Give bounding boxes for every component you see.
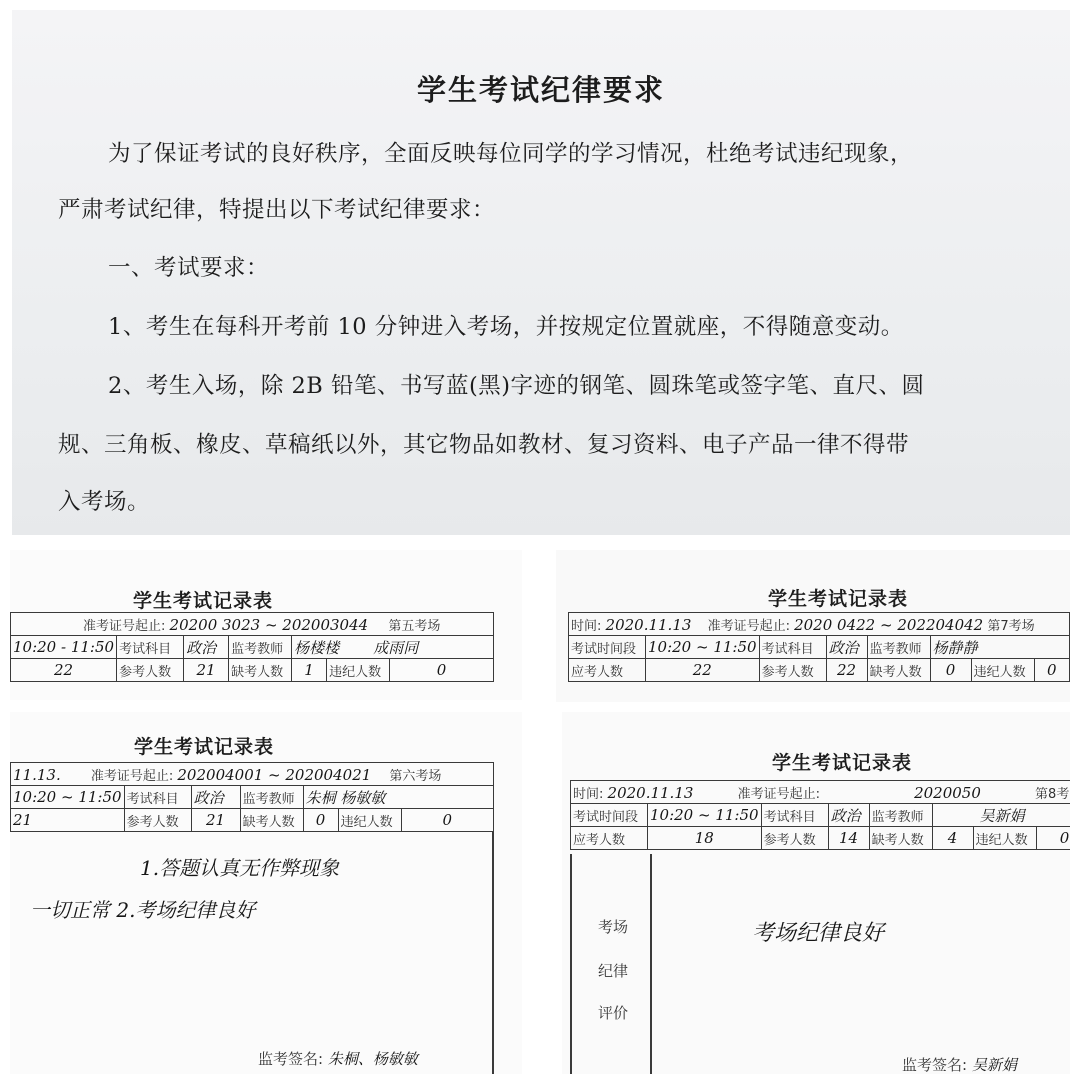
violations-label: 违纪人数 xyxy=(329,664,382,680)
signature-label: 监考签名: xyxy=(258,1050,324,1068)
subject-label: 考试科目 xyxy=(761,641,814,657)
signature-label: 监考签名: xyxy=(902,1056,968,1074)
violations-label: 违纪人数 xyxy=(975,832,1028,848)
absent-label: 缺考人数 xyxy=(231,664,284,680)
subject-value: 政治 xyxy=(193,788,224,807)
subject-value: 政治 xyxy=(186,638,217,657)
proctor-value: 杨楼楼 xyxy=(294,638,340,657)
document-title: 学生考试纪律要求 xyxy=(416,73,665,107)
evaluation-note: 考场纪律良好 xyxy=(752,921,885,946)
violations-value: 0 xyxy=(1059,829,1070,847)
expected-value: 18 xyxy=(694,829,714,847)
proctor-label: 监考教师 xyxy=(869,641,922,657)
room-label: 第六考场 xyxy=(389,768,442,784)
attended-label: 参考人数 xyxy=(126,814,179,830)
violations-value: 0 xyxy=(436,661,447,679)
admission-value: 20200 3023 ~ 202003044 xyxy=(169,615,369,634)
date-value: 2020.11.13 xyxy=(607,783,694,802)
intro-line-2: 严肃考试纪律，特提出以下考试纪律要求： xyxy=(58,197,496,223)
admission-label: 准考证号起止: xyxy=(83,618,166,634)
admission-value: 2020 0422 ~ 202204042 xyxy=(794,615,984,634)
absent-value: 0 xyxy=(315,811,326,829)
record-table xyxy=(10,612,494,682)
proctor-value: 吴新娟 xyxy=(979,806,1025,825)
attended-value: 21 xyxy=(196,661,216,679)
proctor-signature xyxy=(258,1048,418,1069)
record-form-room-5 xyxy=(10,550,522,700)
record-table xyxy=(10,762,494,832)
section-heading: 一、考试要求： xyxy=(108,255,270,281)
form-title: 学生考试记录表 xyxy=(772,752,913,774)
form-title: 学生考试记录表 xyxy=(133,590,274,612)
form-title: 学生考试记录表 xyxy=(768,588,909,610)
period-label: 考试时间段 xyxy=(571,641,637,657)
date-value: 2020.11.13 xyxy=(605,615,692,634)
admission-label: 准考证号起止: xyxy=(707,618,790,634)
table-border-line xyxy=(570,854,572,1074)
rule-item-2-line-1: 2、考生入场，除 2B 铅笔、书写蓝(黑)字迹的钢笔、圆珠笔或签字笔、直尺、圆 xyxy=(108,373,925,399)
period-value: 10:20 ~ 11:50 xyxy=(650,806,759,824)
exam-discipline-document xyxy=(12,10,1070,535)
intro-line-1: 为了保证考试的良好秩序，全面反映每位同学的学习情况，杜绝考试违纪现象， xyxy=(108,141,914,167)
expected-value: 22 xyxy=(692,661,712,679)
period-value: 10:20 - 11:50 xyxy=(13,638,115,656)
attended-label: 参考人数 xyxy=(119,664,172,680)
attended-label: 参考人数 xyxy=(763,832,816,848)
absent-value: 0 xyxy=(945,661,956,679)
table-border-line xyxy=(650,854,652,1074)
expected-value: 22 xyxy=(53,661,74,679)
rule-item-2-line-3: 入考场。 xyxy=(58,489,151,515)
evaluation-note-line-1: 1.答题认真无作弊现象 xyxy=(140,856,340,880)
absent-label: 缺考人数 xyxy=(242,814,295,830)
attended-value: 14 xyxy=(839,829,859,847)
discipline-label-1: 考场 xyxy=(598,918,629,936)
expected-label: 应考人数 xyxy=(573,832,626,848)
absent-label: 缺考人数 xyxy=(869,664,922,680)
proctor-signature xyxy=(902,1054,1017,1074)
discipline-label-3: 评价 xyxy=(598,1004,629,1022)
subject-value: 政治 xyxy=(828,638,859,657)
record-form-room-6 xyxy=(10,712,522,1074)
time-label: 时间: xyxy=(571,618,602,634)
record-form-room-8 xyxy=(562,712,1070,1074)
violations-label: 违纪人数 xyxy=(973,664,1026,680)
expected-label: 应考人数 xyxy=(571,664,624,680)
period-label: 考试时间段 xyxy=(573,809,639,825)
rule-item-1: 1、考生在每科开考前 10 分钟进入考场，并按规定位置就座，不得随意变动。 xyxy=(108,314,904,340)
record-form-room-7 xyxy=(556,550,1070,702)
admission-label: 准考证号起止: xyxy=(737,786,820,802)
rule-item-2-line-2: 规、三角板、橡皮、草稿纸以外，其它物品如教材、复习资料、电子产品一律不得带 xyxy=(58,432,910,458)
room-label: 第7考场 xyxy=(987,618,1035,634)
proctor-label: 监考教师 xyxy=(871,809,924,825)
record-table xyxy=(568,612,1070,682)
subject-label: 考试科目 xyxy=(119,641,172,657)
expected-value: 21 xyxy=(13,811,33,829)
period-value: 10:20 ~ 11:50 xyxy=(13,788,122,806)
signature-value: 吴新娟 xyxy=(971,1056,1017,1074)
subject-value: 政治 xyxy=(830,806,861,825)
absent-value: 1 xyxy=(304,661,314,679)
proctor-value: 杨静静 xyxy=(932,638,978,657)
attended-value: 21 xyxy=(206,811,226,829)
signature-value: 朱桐、杨敏敏 xyxy=(327,1050,418,1068)
violations-value: 0 xyxy=(442,811,453,829)
violations-label: 违纪人数 xyxy=(340,814,393,830)
violations-value: 0 xyxy=(1047,661,1057,679)
attended-value: 22 xyxy=(837,661,857,679)
date-value: 11.13. xyxy=(13,765,61,784)
room-label: 第8考 xyxy=(1035,786,1070,802)
admission-value: 2020050 xyxy=(914,783,981,802)
admission-label: 准考证号起止: xyxy=(90,768,174,784)
proctor-label: 监考教师 xyxy=(242,791,295,807)
subject-label: 考试科目 xyxy=(126,791,179,807)
attended-label: 参考人数 xyxy=(761,664,814,680)
period-value: 10:20 ~ 11:50 xyxy=(648,638,757,656)
admission-value: 202004001 ~ 202004021 xyxy=(177,765,372,784)
record-table xyxy=(570,780,1070,850)
proctor-value: 朱桐 杨敏敏 xyxy=(305,788,386,807)
room-label: 第五考场 xyxy=(388,618,441,634)
proctor-value-2: 成雨同 xyxy=(373,638,419,657)
absent-value: 4 xyxy=(947,829,958,847)
subject-label: 考试科目 xyxy=(763,809,816,825)
table-border-line xyxy=(492,832,494,1074)
evaluation-note-line-2: 一切正常 2.考场纪律良好 xyxy=(30,898,256,922)
time-label: 时间: xyxy=(573,786,604,802)
proctor-label: 监考教师 xyxy=(231,641,284,657)
absent-label: 缺考人数 xyxy=(871,832,924,848)
discipline-label-2: 纪律 xyxy=(598,962,629,980)
form-title: 学生考试记录表 xyxy=(134,736,275,758)
